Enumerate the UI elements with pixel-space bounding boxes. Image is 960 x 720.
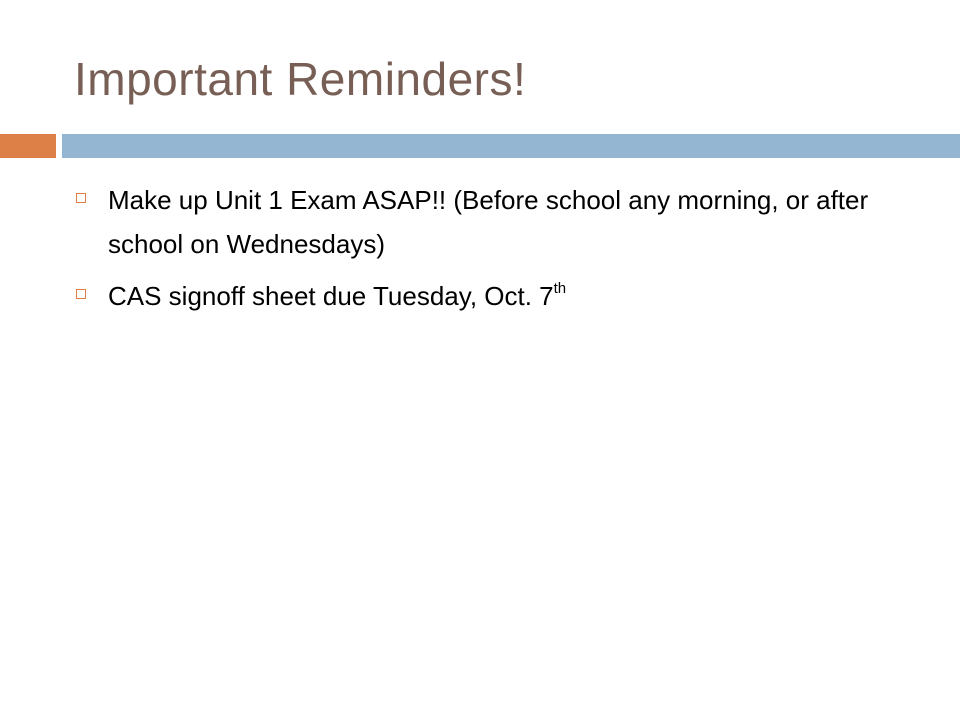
hollow-square-bullet-icon [76,289,86,299]
bullet-text-line [108,274,934,318]
bullet-item [74,274,934,318]
slide-title: Important Reminders! [74,53,527,105]
bullet-text: CAS signoff sheet due Tuesday, Oct. 7 [108,281,554,311]
title-accent-bar-blue [62,134,960,158]
bullet-superscript: th [553,280,567,297]
bullet-text: Make up Unit 1 Exam ASAP!! (Before school any morning, or after school on Wednesdays) [108,185,869,259]
hollow-square-bullet-icon [76,193,86,203]
title-accent-bar-orange [0,134,56,158]
bullet-item [74,178,934,266]
bullet-list [74,178,934,326]
